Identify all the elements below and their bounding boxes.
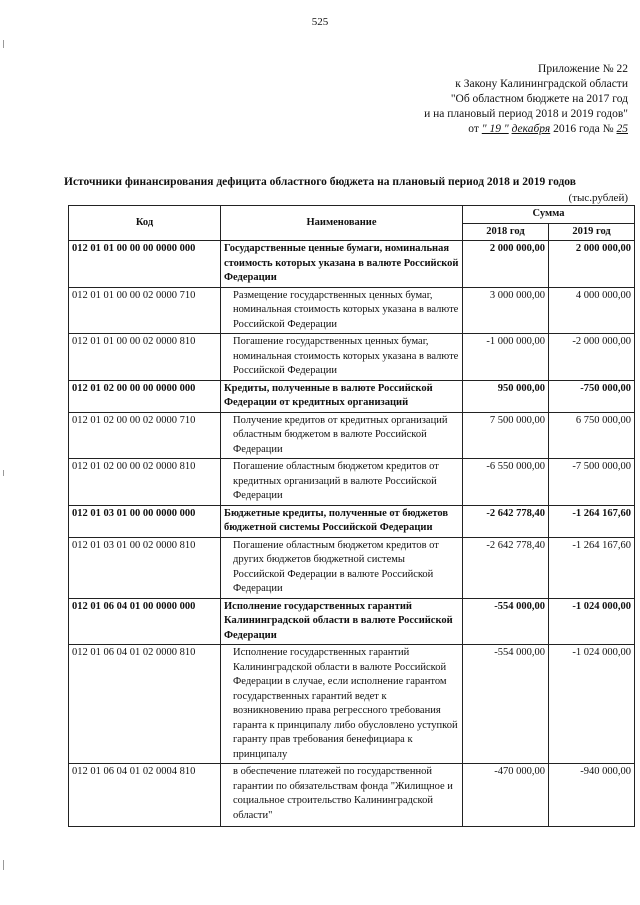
row-name: Погашение областным бюджетом кредитов от кредитных организаций в валюте Российской Федерации <box>221 459 463 506</box>
header-sum: Сумма <box>463 206 635 224</box>
row-value-2019: -1 024 000,00 <box>549 645 635 764</box>
law-number: 25 <box>616 123 628 135</box>
row-value-2019: -1 024 000,00 <box>549 598 635 645</box>
row-code: 012 01 01 00 00 02 0000 710 <box>69 287 221 334</box>
row-name: Государственные ценные бумаги, номинальная стоимость которых указана в валюте Российской Федерации <box>221 241 463 288</box>
table-row <box>69 412 635 459</box>
table-row <box>69 598 635 645</box>
row-value-2018: -554 000,00 <box>463 645 549 764</box>
row-value-2018: 950 000,00 <box>463 380 549 412</box>
row-value-2019: -1 264 167,60 <box>549 505 635 537</box>
table-row <box>69 505 635 537</box>
binding-mark <box>3 40 4 48</box>
page-number: 525 <box>311 16 329 28</box>
date-day: " 19 " <box>481 123 509 135</box>
units-label: (тыс.рублей) <box>568 192 628 204</box>
row-value-2019: -7 500 000,00 <box>549 459 635 506</box>
row-code: 012 01 02 00 00 00 0000 000 <box>69 380 221 412</box>
financing-table <box>68 205 635 827</box>
table-row <box>69 334 635 381</box>
row-value-2019: -1 264 167,60 <box>549 537 635 598</box>
header-code: Код <box>69 206 221 241</box>
row-value-2018: -1 000 000,00 <box>463 334 549 381</box>
row-value-2019: 4 000 000,00 <box>549 287 635 334</box>
row-value-2019: -2 000 000,00 <box>549 334 635 381</box>
table-row <box>69 380 635 412</box>
row-code: 012 01 03 01 00 02 0000 810 <box>69 537 221 598</box>
row-name: Исполнение государственных гарантий Калининградской области в валюте Российской Федерации <box>221 598 463 645</box>
row-value-2019: 6 750 000,00 <box>549 412 635 459</box>
table-row <box>69 459 635 506</box>
binding-mark <box>3 860 4 870</box>
table-row <box>69 287 635 334</box>
table-row <box>69 645 635 764</box>
document-title: Источники финансирования дефицита областного бюджета на плановый период 2018 и 2019 годов <box>64 176 576 188</box>
appendix-line: к Закону Калининградской области <box>455 78 628 90</box>
row-value-2018: -6 550 000,00 <box>463 459 549 506</box>
row-code: 012 01 01 00 00 00 0000 000 <box>69 241 221 288</box>
date-prefix: от <box>468 123 479 135</box>
row-value-2019: -940 000,00 <box>549 764 635 827</box>
table-row <box>69 537 635 598</box>
row-code: 012 01 01 00 00 02 0000 810 <box>69 334 221 381</box>
appendix-line: Приложение № 22 <box>538 63 628 75</box>
appendix-block <box>424 62 628 137</box>
appendix-line: "Об областном бюджете на 2017 год <box>450 93 628 105</box>
row-value-2018: -554 000,00 <box>463 598 549 645</box>
row-value-2018: -470 000,00 <box>463 764 549 827</box>
row-name: в обеспечение платежей по государственной гарантии по обязательствам фонда "Жилищное и социальное строительство Калининградской области" <box>221 764 463 827</box>
row-value-2018: 3 000 000,00 <box>463 287 549 334</box>
row-code: 012 01 06 04 01 00 0000 000 <box>69 598 221 645</box>
table-body <box>69 241 635 827</box>
appendix-line: и на плановый период 2018 и 2019 годов" <box>424 108 628 120</box>
row-value-2018: 7 500 000,00 <box>463 412 549 459</box>
row-name: Погашение государственных ценных бумаг, номинальная стоимость которых указана в валюте Российской Федерации <box>221 334 463 381</box>
date-month: декабря <box>511 123 551 135</box>
row-code: 012 01 06 04 01 02 0004 810 <box>69 764 221 827</box>
header-name: Наименование <box>221 206 463 241</box>
date-year: 2016 года № <box>553 123 614 135</box>
header-year-2019: 2019 год <box>549 223 635 241</box>
table-row <box>69 241 635 288</box>
row-value-2019: 2 000 000,00 <box>549 241 635 288</box>
row-value-2018: -2 642 778,40 <box>463 537 549 598</box>
header-year-2018: 2018 год <box>463 223 549 241</box>
row-value-2018: 2 000 000,00 <box>463 241 549 288</box>
row-name: Погашение областным бюджетом кредитов от других бюджетов бюджетной системы Российской Федерации в валюте Российской Федерации <box>221 537 463 598</box>
row-code: 012 01 02 00 00 02 0000 810 <box>69 459 221 506</box>
row-name: Бюджетные кредиты, полученные от бюджетов бюджетной системы Российской Федерации <box>221 505 463 537</box>
row-code: 012 01 02 00 00 02 0000 710 <box>69 412 221 459</box>
row-name: Кредиты, полученные в валюте Российской Федерации от кредитных организаций <box>221 380 463 412</box>
row-code: 012 01 06 04 01 02 0000 810 <box>69 645 221 764</box>
appendix-date-line <box>424 122 628 137</box>
row-name: Размещение государственных ценных бумаг, номинальная стоимость которых указана в валюте Российской Федерации <box>221 287 463 334</box>
row-code: 012 01 03 01 00 00 0000 000 <box>69 505 221 537</box>
row-value-2019: -750 000,00 <box>549 380 635 412</box>
table-row <box>69 764 635 827</box>
row-name: Исполнение государственных гарантий Калининградской области в валюте Российской Федерации в случае, если исполнение гарантом государственных гарантий ведет к возникновению права регрессного требования гаранта к принципалу либо обусловлено уступкой гаранту прав требования бенефициара к принципалу <box>221 645 463 764</box>
binding-mark <box>3 470 4 476</box>
row-name: Получение кредитов от кредитных организаций областным бюджетом в валюте Российской Федерации <box>221 412 463 459</box>
row-value-2018: -2 642 778,40 <box>463 505 549 537</box>
